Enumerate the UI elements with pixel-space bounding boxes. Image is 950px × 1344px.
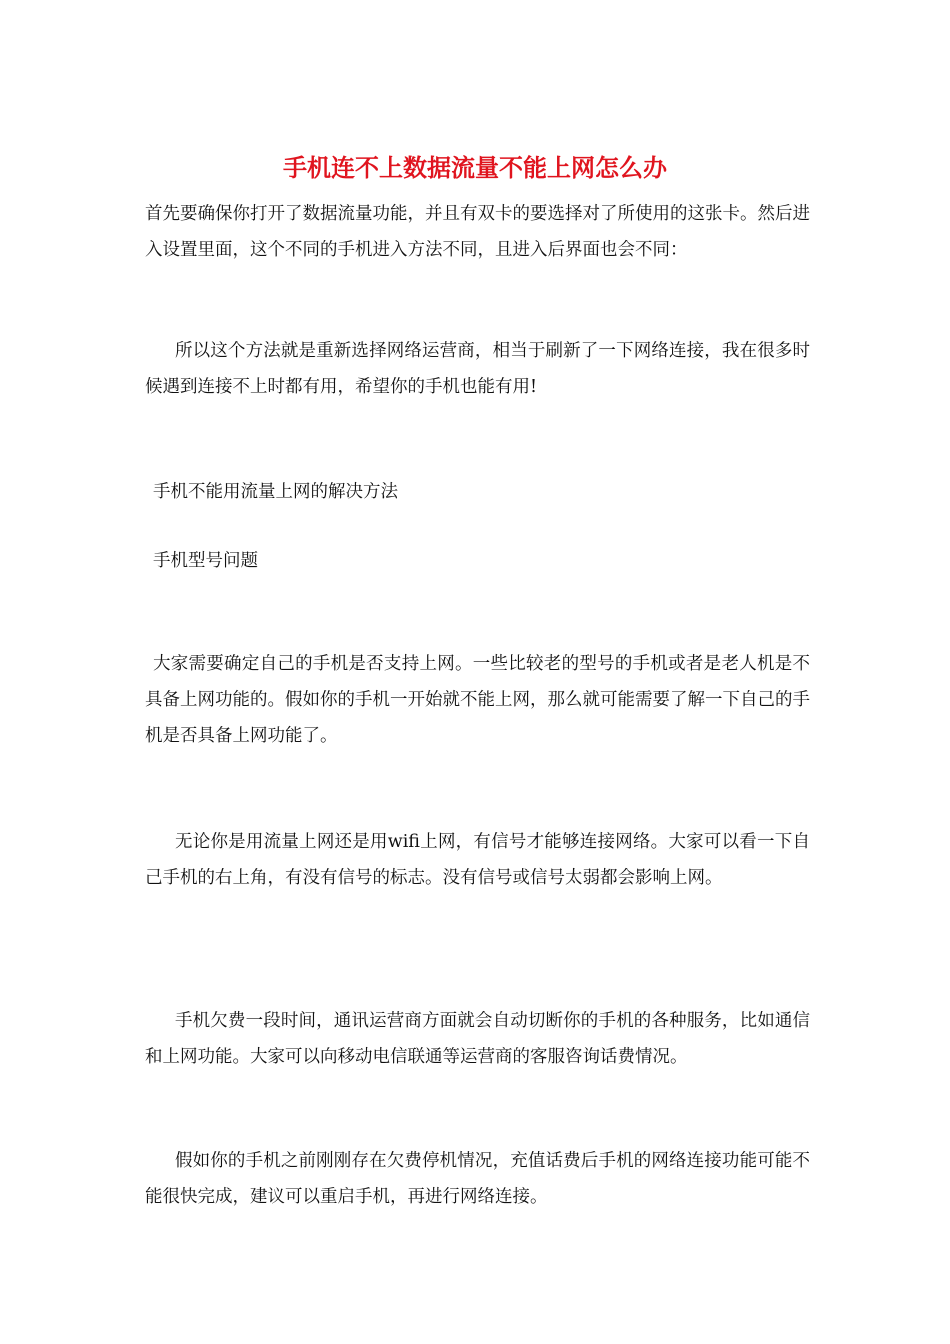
paragraph-recharge: 假如你的手机之前刚刚存在欠费停机情况，充值话费后手机的网络连接功能可能不能很快完成，建议可以重启手机，再进行网络连接。 [145,1151,810,1207]
paragraph-arrears: 手机欠费一段时间，通讯运营商方面就会自动切断你的手机的各种服务，比如通信和上网功能。大家可以向移动电信联通等运营商的客服咨询话费情况。 [145,1011,810,1067]
document-title: 手机连不上数据流量不能上网怎么办 [283,154,667,182]
section-heading-solutions: 手机不能用流量上网的解决方法 [153,482,398,502]
paragraph-signal: 无论你是用流量上网还是用wifi上网，有信号才能够连接网络。大家可以看一下自己手机的右上角，有没有信号的标志。没有信号或信号太弱都会影响上网。 [145,832,810,888]
paragraph-phone-model: 大家需要确定自己的手机是否支持上网。一些比较老的型号的手机或者是老人机是不具备上网功能的。假如你的手机一开始就不能上网，那么就可能需要了解一下自己的手机是否具备上网功能了。 [145,654,810,746]
paragraph-intro: 首先要确保你打开了数据流量功能，并且有双卡的要选择对了所使用的这张卡。然后进入设置里面，这个不同的手机进入方法不同，且进入后界面也会不同： [145,204,810,260]
section-heading-phone-model: 手机型号问题 [153,551,258,571]
paragraph-method-summary: 所以这个方法就是重新选择网络运营商，相当于刷新了一下网络连接，我在很多时候遇到连接不上时都有用，希望你的手机也能有用! [145,341,810,397]
